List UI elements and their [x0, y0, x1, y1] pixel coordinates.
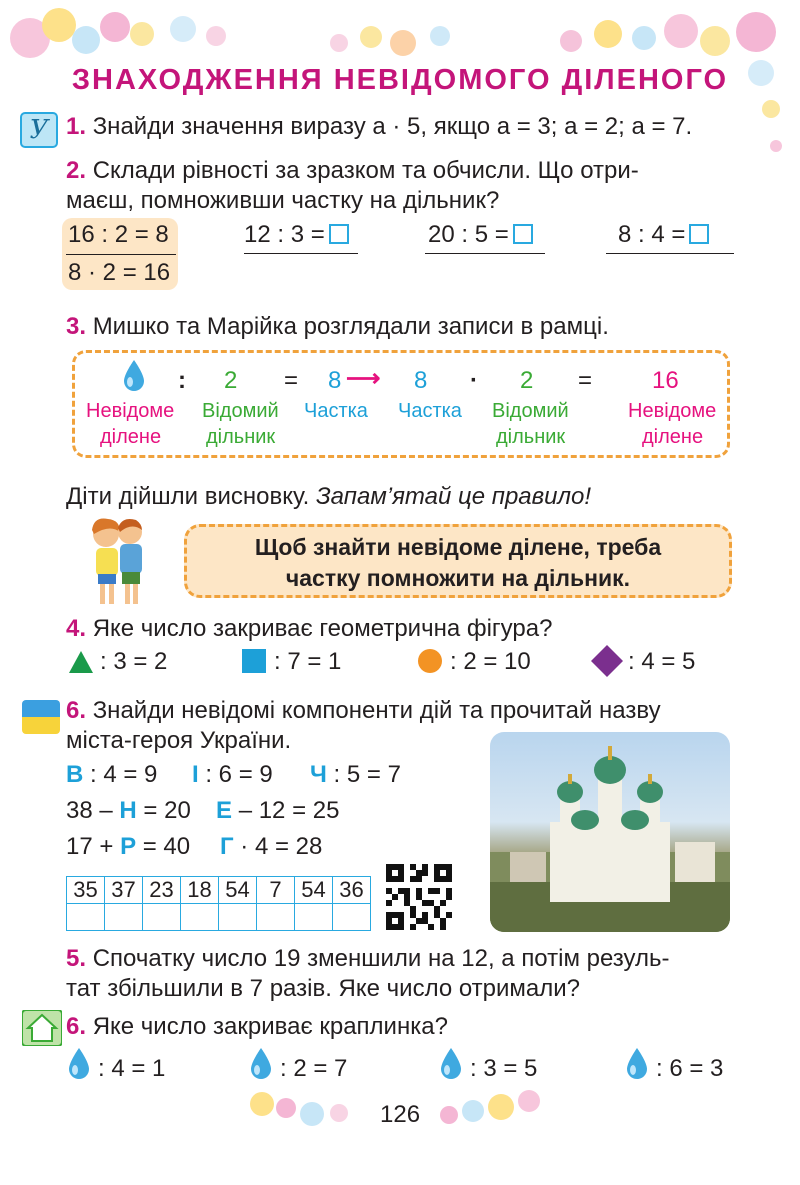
- answer-cell: 54: [295, 877, 333, 904]
- task6a-eq-v: В : 4 = 9: [66, 761, 158, 788]
- oral-task-badge: [20, 112, 58, 148]
- square-icon: [242, 649, 266, 673]
- task5-text-line1: Спочатку число 19 зменшили на 12, а потім резуль-: [92, 945, 670, 972]
- arrow-right-icon: ⟶: [346, 365, 381, 392]
- task1-text: Знайди значення виразу a · 5, якщо a = 3; a = 2; a = 7.: [92, 113, 693, 140]
- letter-cell[interactable]: [181, 904, 219, 931]
- task6b-item-4: : 6 = 3: [656, 1055, 724, 1082]
- oral-task-letter: У: [29, 115, 49, 145]
- circle-icon: [418, 649, 442, 673]
- task2-exercise-2: 20 : 5 =: [428, 220, 533, 250]
- task6b-item-2: : 2 = 7: [280, 1055, 348, 1082]
- answer-grid-numbers: [67, 877, 371, 904]
- answer-cell: 54: [219, 877, 257, 904]
- task4-item-2: : 7 = 1: [274, 648, 342, 675]
- answer-cell: 35: [67, 877, 105, 904]
- rule-line1: Щоб знайти невідоме ділене, треба: [254, 534, 662, 560]
- letter-cell[interactable]: [257, 904, 295, 931]
- task4-item-4: : 4 = 5: [628, 648, 696, 675]
- water-drop-icon: [66, 1046, 92, 1080]
- answer-grid-letters: [67, 904, 371, 931]
- cathedral-photo: [490, 732, 730, 932]
- task5-text-line2: тат збільшили в 7 разів. Яке число отримали?: [66, 975, 581, 1002]
- answer-box[interactable]: [689, 224, 709, 244]
- task6a-eq-r: 17 + Р = 40: [66, 833, 191, 860]
- answer-grid: [66, 876, 371, 931]
- task6b-item-1: : 4 = 1: [98, 1055, 166, 1082]
- task6a-text-line1: Знайди невідомі компоненти дій та прочитай назву: [92, 697, 661, 724]
- answer-cell: 23: [143, 877, 181, 904]
- water-drop-icon: [248, 1046, 274, 1080]
- task6b-item-3: : 3 = 5: [470, 1055, 538, 1082]
- triangle-icon: [68, 650, 94, 674]
- water-drop-icon: [120, 358, 148, 392]
- task4-item-3: : 2 = 10: [450, 648, 531, 675]
- task5-number: 5.: [66, 945, 87, 972]
- qr-code-icon[interactable]: [386, 864, 452, 930]
- task2-line1: [66, 156, 639, 186]
- ukraine-flag-icon: [22, 700, 60, 734]
- letter-cell[interactable]: [143, 904, 181, 931]
- letter-cell[interactable]: [105, 904, 143, 931]
- task6a-eq-ch: Ч : 5 = 7: [310, 761, 401, 788]
- task2-text-line2: маєш, помноживши частку на дільник?: [66, 187, 500, 214]
- cathedral-icon: [490, 732, 730, 932]
- task1: [66, 112, 692, 142]
- rule-line2: частку помножити на дільник.: [285, 565, 631, 591]
- diamond-icon: [590, 644, 624, 678]
- task6b-line: [66, 1012, 448, 1042]
- answer-cell: 37: [105, 877, 143, 904]
- answer-cell: 7: [257, 877, 295, 904]
- task6a-eq-g: Г · 4 = 28: [220, 833, 323, 860]
- task2-number: 2.: [66, 157, 87, 184]
- task2-sample-top: 16 : 2 = 8: [68, 221, 169, 248]
- home-icon: [22, 1010, 62, 1046]
- water-drop-icon: [438, 1046, 464, 1080]
- answer-box[interactable]: [329, 224, 349, 244]
- task6a-eq-i: І : 6 = 9: [192, 761, 273, 788]
- answer-box[interactable]: [513, 224, 533, 244]
- task6a-text-line2: міста-героя України.: [66, 727, 292, 754]
- task1-number: 1.: [66, 113, 87, 140]
- task3-number: 3.: [66, 313, 87, 340]
- task3-text: Мишко та Марійка розглядали записи в рамці.: [92, 313, 609, 340]
- task2-exercise-3: 8 : 4 =: [618, 220, 709, 250]
- water-drop-icon: [624, 1046, 650, 1080]
- task5-line1: [66, 944, 670, 974]
- task2-exercise-1: 12 : 3 =: [244, 220, 349, 250]
- letter-cell[interactable]: [295, 904, 333, 931]
- letter-cell[interactable]: [219, 904, 257, 931]
- task4-item-1: : 3 = 2: [100, 648, 168, 675]
- task6a-eq-n: 38 – Н = 20: [66, 797, 191, 824]
- task2-text-line1: Склади рівності за зразком та обчисли. Що отри-: [92, 157, 639, 184]
- task6b-number: 6.: [66, 1013, 87, 1040]
- letter-cell[interactable]: [67, 904, 105, 931]
- task6a-eq-e: Е – 12 = 25: [216, 797, 340, 824]
- task6b-text: Яке число закриває краплинка?: [92, 1013, 448, 1040]
- page-number: 126: [380, 1101, 421, 1128]
- task6a-number: 6.: [66, 697, 87, 724]
- rule-box: [184, 524, 732, 598]
- task4-number: 4.: [66, 615, 87, 642]
- task4-line: [66, 614, 552, 644]
- remember-note: Запам’ятай це правило!: [315, 483, 592, 510]
- task2-sample-bottom: 8 · 2 = 16: [68, 259, 171, 286]
- task3-conclusion: Діти дійшли висновку. Запам’ятай це правило!: [66, 483, 592, 510]
- task6a-line1: [66, 696, 661, 726]
- answer-cell: 36: [333, 877, 371, 904]
- children-illustration: [80, 516, 156, 608]
- answer-cell: 18: [181, 877, 219, 904]
- letter-cell[interactable]: [333, 904, 371, 931]
- task3-line: [66, 312, 609, 342]
- page-title: ЗНАХОДЖЕННЯ НЕВІДОМОГО ДІЛЕНОГО: [71, 64, 729, 96]
- task4-text: Яке число закриває геометрична фігура?: [92, 615, 553, 642]
